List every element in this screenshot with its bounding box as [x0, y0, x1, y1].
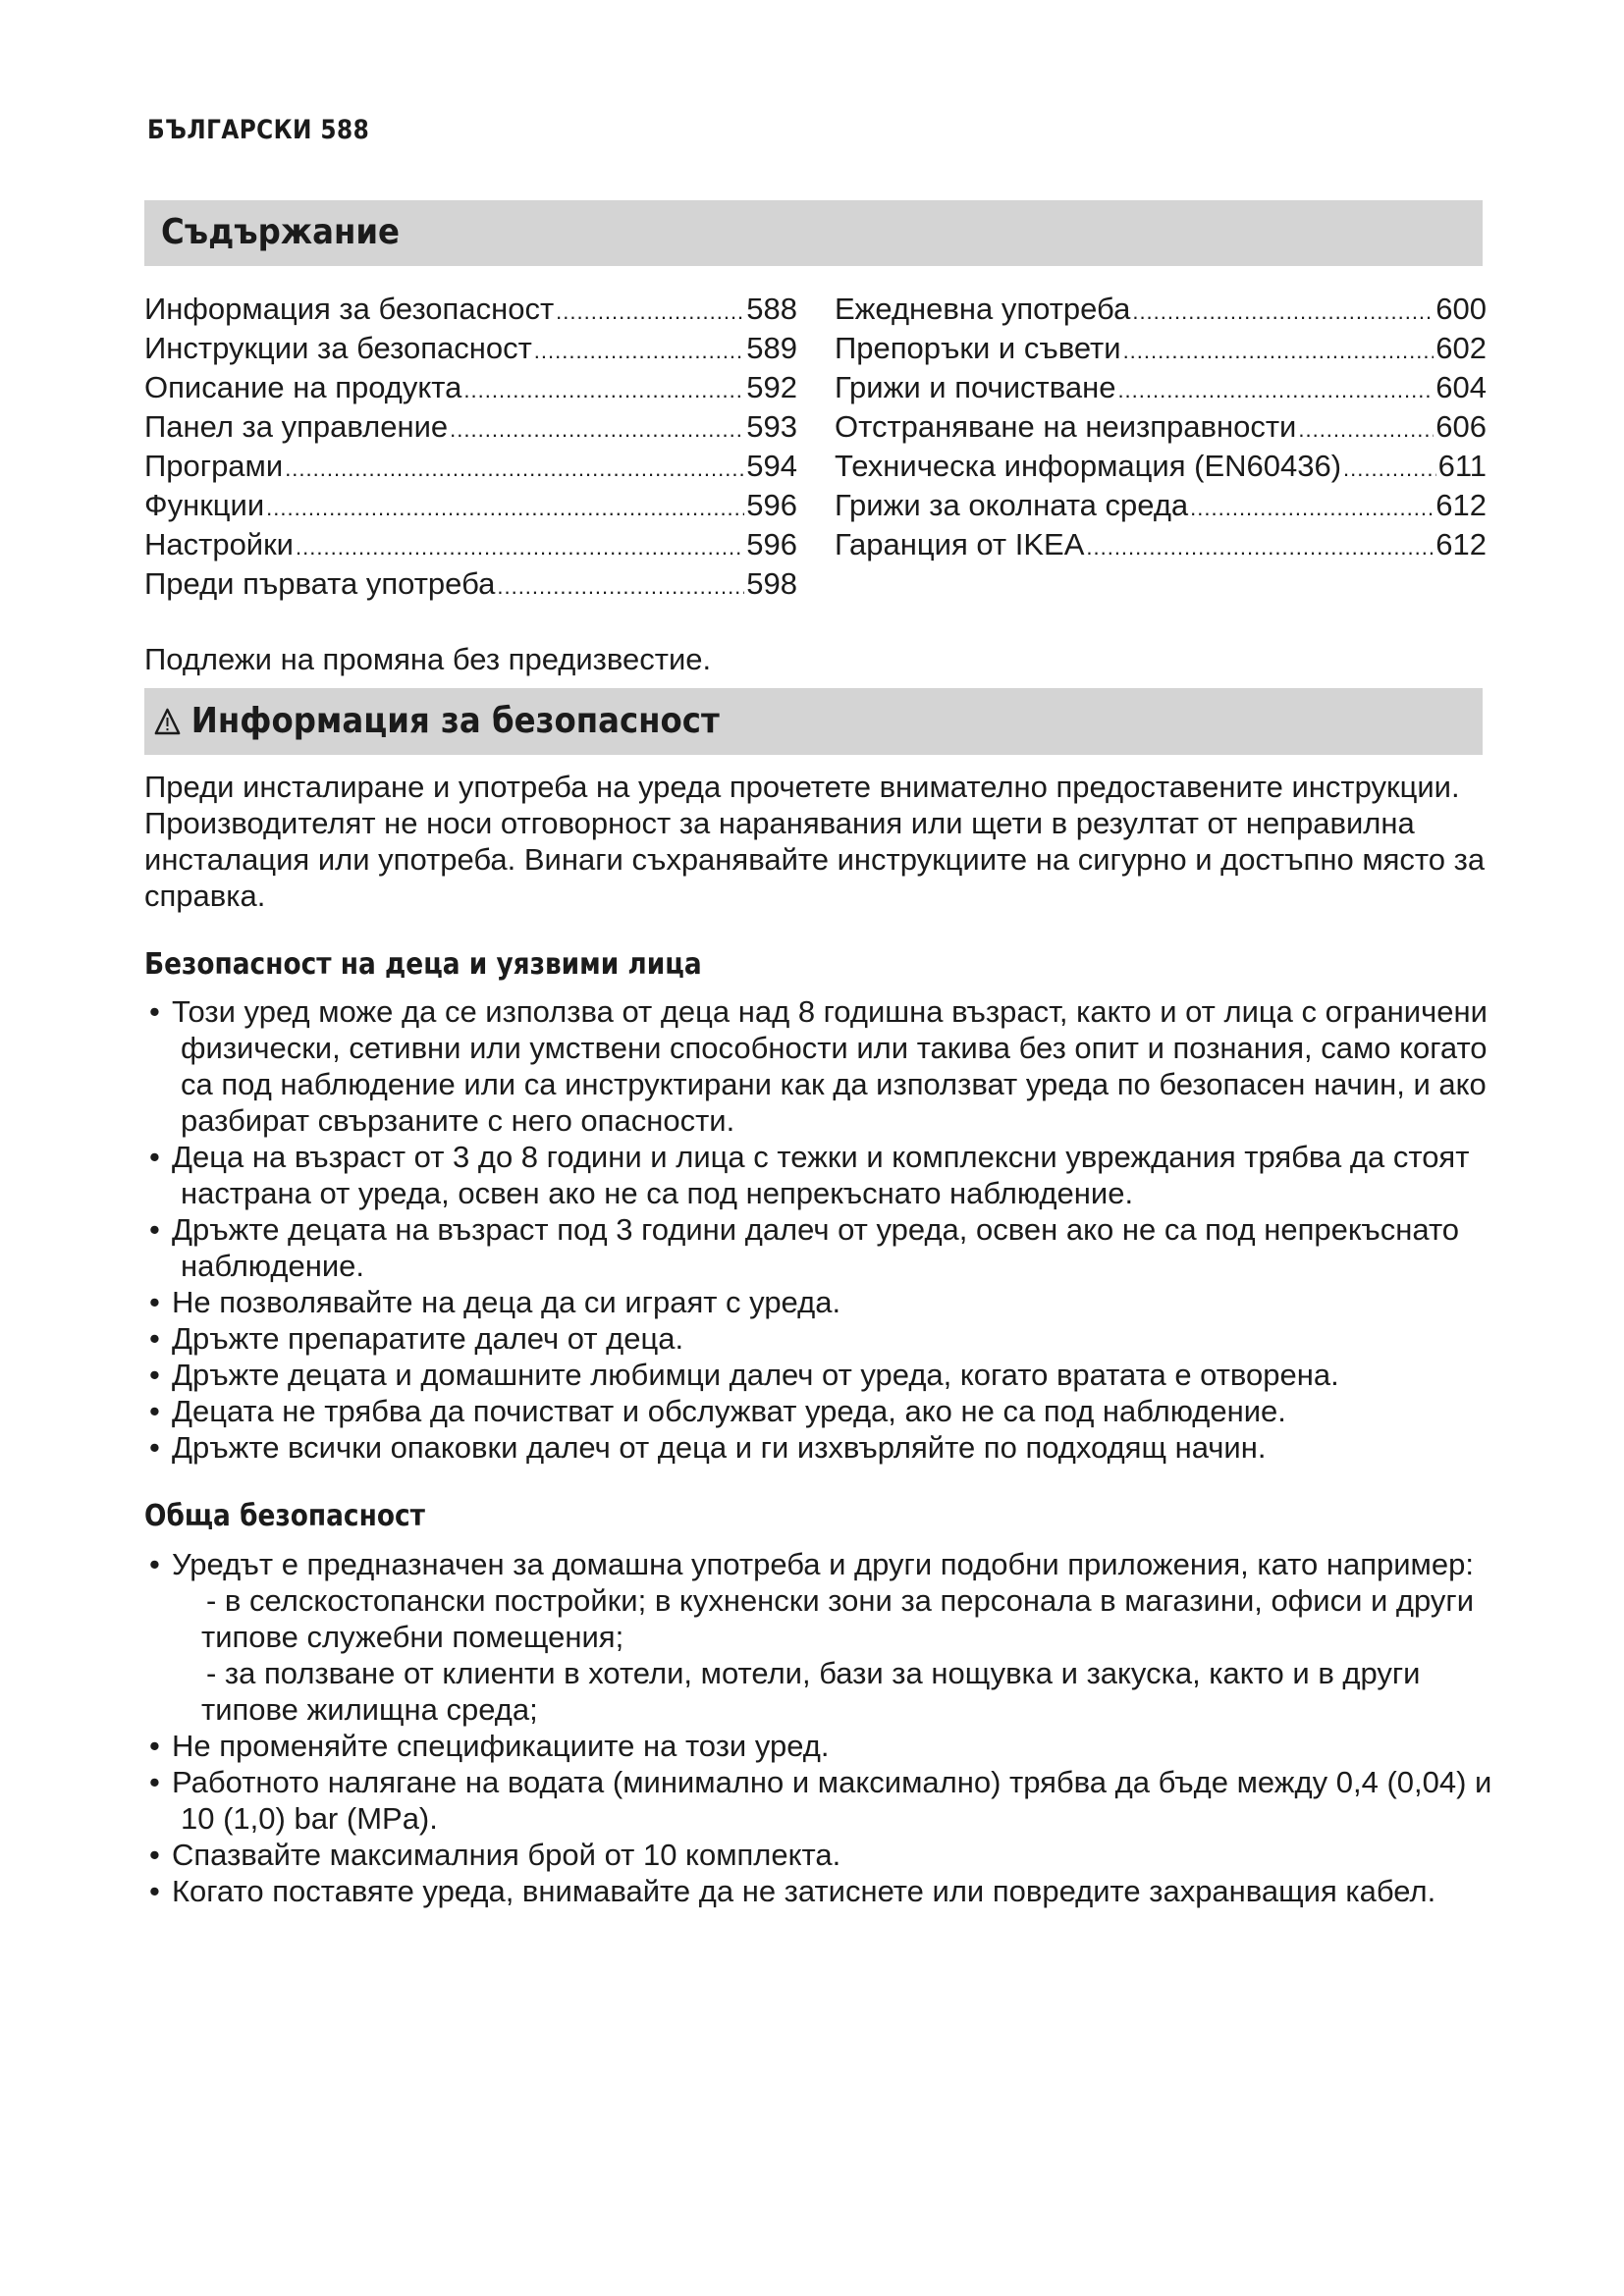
- toc-entry-page: 611: [1437, 449, 1487, 483]
- toc-leader-dots: [497, 568, 744, 605]
- toc-leader-dots: [450, 411, 744, 448]
- toc-entry[interactable]: [144, 330, 797, 369]
- bullet-icon: •: [149, 1394, 160, 1428]
- toc-entry-label: Гаранция от IKEA: [835, 527, 1085, 561]
- toc-leader-dots: [266, 490, 744, 526]
- list-item: [144, 1139, 1519, 1211]
- toc-entry[interactable]: [144, 408, 797, 448]
- toc-entry-label: Инструкции за безопасност: [144, 331, 532, 365]
- list-item: [144, 1320, 1519, 1357]
- toc-entry-page: 612: [1435, 488, 1487, 522]
- toc-entry-label: Грижи за околната среда: [835, 488, 1189, 522]
- toc-entry-page: 588: [746, 292, 797, 326]
- toc-leader-dots: [1086, 529, 1434, 565]
- list-item-text: Този уред може да се използва от деца над 8 годишна възраст, както и от лица с ограничени физически, сетивни или умствени способности или такива без опит и познания, само когато са под наблюдение или са инструктирани как да използват уреда по безопасен начин, и ако разбират свързаните с него опасности.: [172, 994, 1488, 1138]
- list-item: [144, 1211, 1519, 1284]
- list-item: [144, 1357, 1519, 1393]
- bullet-icon: •: [149, 1874, 160, 1908]
- children-safety-heading: Безопасност на деца и уязвими лица: [144, 947, 702, 982]
- toc-entry[interactable]: [144, 369, 797, 408]
- toc-entry-page: 612: [1435, 527, 1487, 561]
- toc-entry-label: Функции: [144, 488, 265, 522]
- bullet-icon: •: [149, 1358, 160, 1392]
- safety-title: Информация за безопасност: [190, 701, 720, 741]
- toc-entry-page: 589: [746, 331, 797, 365]
- list-item-text: Уредът е предназначен за домашна употреба и други подобни приложения, като например:: [172, 1547, 1474, 1581]
- list-item-text: Не променяйте спецификациите на този уред.: [172, 1729, 830, 1763]
- toc-title: Съдържание: [161, 212, 400, 252]
- toc-entry-label: Ежедневна употреба: [835, 292, 1131, 326]
- toc-entry[interactable]: [835, 369, 1487, 408]
- safety-title-wrap: [154, 701, 720, 741]
- list-item: [144, 1728, 1519, 1764]
- toc-entry-page: 593: [746, 409, 797, 444]
- toc-entry[interactable]: [835, 330, 1487, 369]
- list-item: [144, 1837, 1519, 1873]
- toc-entry[interactable]: [144, 291, 797, 330]
- toc-entry[interactable]: [835, 487, 1487, 526]
- toc-entry[interactable]: [144, 526, 797, 565]
- toc-leader-dots: [1190, 490, 1434, 526]
- toc-leader-dots: [285, 451, 744, 487]
- toc-entry-label: Панел за управление: [144, 409, 449, 444]
- toc-entry-label: Програми: [144, 449, 284, 483]
- toc-entry[interactable]: [144, 448, 797, 487]
- list-item: [144, 1764, 1519, 1837]
- list-item: [144, 1284, 1519, 1320]
- toc-entry-page: 600: [1435, 292, 1487, 326]
- toc-entry[interactable]: [835, 526, 1487, 565]
- general-safety-heading: Обща безопасност: [144, 1499, 425, 1533]
- toc-left-column: [144, 291, 797, 605]
- toc-entry-page: 592: [746, 370, 797, 404]
- list-item-text: Работното налягане на водата (минимално и максимално) трябва да бъде между 0,4 (0,04) и 10 (1,0) bar (MPa).: [172, 1765, 1492, 1836]
- toc-entry-label: Преди първата употреба: [144, 566, 496, 601]
- bullet-icon: •: [149, 1765, 160, 1799]
- toc-leader-dots: [463, 372, 744, 408]
- toc-entry-label: Настройки: [144, 527, 295, 561]
- page-header: БЪЛГАРСКИ 588: [147, 115, 370, 145]
- toc-leader-dots: [1132, 294, 1434, 330]
- list-item: [144, 1429, 1519, 1466]
- safety-title-bar: [144, 688, 1483, 755]
- bullet-icon: •: [149, 1212, 160, 1247]
- toc-leader-dots: [534, 333, 744, 369]
- toc-entry-label: Препоръки и съвети: [835, 331, 1121, 365]
- toc-entry-label: Техническа информация (EN60436): [835, 449, 1342, 483]
- list-item-text: Децата не трябва да почистват и обслужват уреда, ако не са под наблюдение.: [172, 1394, 1286, 1428]
- sub-list-item: - в селскостопански постройки; в кухненски зони за персонала в магазини, офиси и други типове служебни помещения;: [201, 1583, 1475, 1654]
- toc-entry[interactable]: [835, 408, 1487, 448]
- list-item-text: Когато поставяте уреда, внимавайте да не затиснете или повредите захранващия кабел.: [172, 1874, 1436, 1908]
- toc-entry-page: 596: [746, 527, 797, 561]
- safety-intro-paragraph: Преди инсталиране и употреба на уреда прочетете внимателно предоставените инструкции. Производителят не носи отговорност за наранявания или щети в резултат от неправилна инсталация или употреба. Винаги съхранявайте инструкциите на сигурно и достъпно място за справка.: [144, 770, 1486, 913]
- toc-entry[interactable]: [835, 291, 1487, 330]
- toc-leader-dots: [1117, 372, 1434, 408]
- toc-entry-label: Отстраняване на неизправности: [835, 409, 1297, 444]
- bullet-icon: •: [149, 1140, 160, 1174]
- list-item: [144, 993, 1519, 1139]
- toc-leader-dots: [1343, 451, 1436, 487]
- bullet-icon: •: [149, 1321, 160, 1356]
- toc-entry[interactable]: [144, 565, 797, 605]
- list-item-text: Дръжте децата на възраст под 3 години далеч от уреда, освен ако не са под непрекъснато наблюдение.: [172, 1212, 1460, 1283]
- list-item-text: Дръжте препаратите далеч от деца.: [172, 1321, 684, 1356]
- sub-list-item: - за ползване от клиенти в хотели, мотели, бази за нощувка и закуска, както и в други типове жилищна среда;: [201, 1656, 1421, 1727]
- toc-entry-page: 596: [746, 488, 797, 522]
- toc-entry-label: Информация за безопасност: [144, 292, 555, 326]
- list-item-text: Не позволявайте на деца да си играят с уреда.: [172, 1285, 841, 1319]
- bullet-icon: •: [149, 1430, 160, 1465]
- warning-triangle-icon: [154, 708, 181, 735]
- toc-entry-page: 594: [746, 449, 797, 483]
- list-item-text: Деца на възраст от 3 до 8 години и лица с тежки и комплексни увреждания трябва да стоят настрана от уреда, освен ако не са под непрекъснато наблюдение.: [172, 1140, 1470, 1210]
- children-safety-list: [144, 993, 1519, 1466]
- toc-entry-label: Описание на продукта: [144, 370, 462, 404]
- bullet-icon: •: [149, 1729, 160, 1763]
- toc-entry-page: 606: [1435, 409, 1487, 444]
- bullet-icon: •: [149, 1547, 160, 1581]
- toc-entry-page: 598: [746, 566, 797, 601]
- change-notice: Подлежи на промяна без предизвестие.: [144, 642, 712, 676]
- bullet-icon: •: [149, 994, 160, 1029]
- list-item-text: Дръжте децата и домашните любимци далеч от уреда, когато вратата е отворена.: [172, 1358, 1339, 1392]
- toc-entry-page: 602: [1435, 331, 1487, 365]
- toc-leader-dots: [1298, 411, 1434, 448]
- toc-leader-dots: [556, 294, 744, 330]
- bullet-icon: •: [149, 1285, 160, 1319]
- list-item: [144, 1546, 1519, 1582]
- toc-leader-dots: [296, 529, 744, 565]
- bullet-icon: •: [149, 1838, 160, 1872]
- toc-leader-dots: [1123, 333, 1435, 369]
- toc-right-column: [835, 291, 1487, 565]
- list-item: [144, 1393, 1519, 1429]
- toc-title-bar: [144, 200, 1483, 266]
- toc-entry[interactable]: [144, 487, 797, 526]
- general-safety-list: [144, 1546, 1519, 1909]
- list-item-text: Спазвайте максималния брой от 10 комплекта.: [172, 1838, 841, 1872]
- list-item-text: Дръжте всички опаковки далеч от деца и ги изхвърляйте по подходящ начин.: [172, 1430, 1267, 1465]
- toc-entry[interactable]: [835, 448, 1487, 487]
- list-item: [144, 1873, 1519, 1909]
- toc-entry-page: 604: [1435, 370, 1487, 404]
- toc-entry-label: Грижи и почистване: [835, 370, 1116, 404]
